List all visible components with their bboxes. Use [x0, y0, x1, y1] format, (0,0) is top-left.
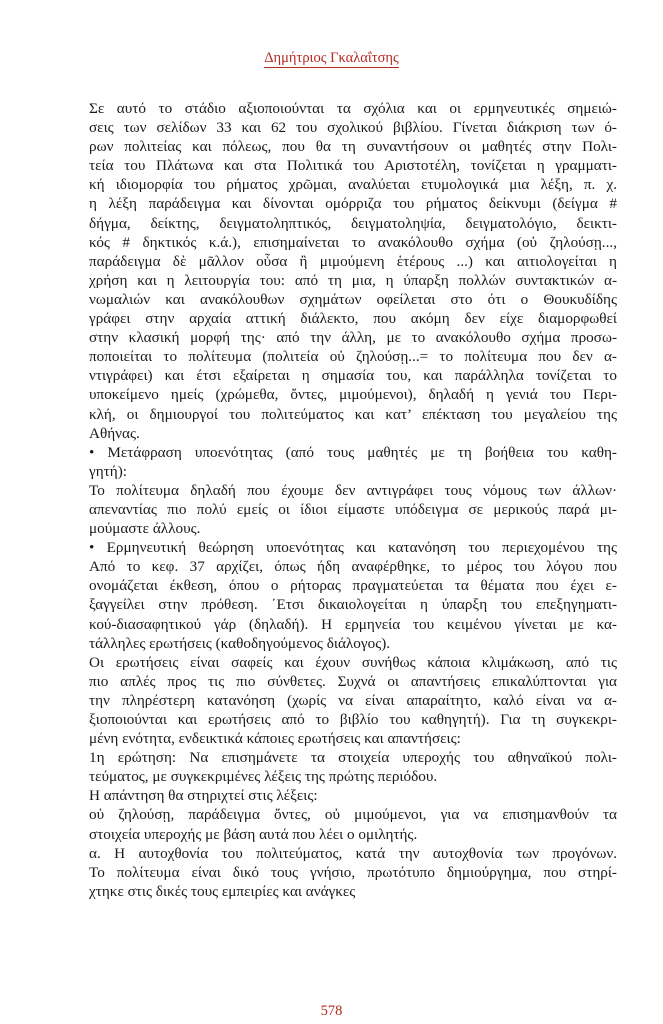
text-line: γητή):: [89, 462, 127, 480]
text-line: ντιγράφει) και έτσι εξαίρεται η σημασία του, και παράλληλα τονίζεται το: [89, 367, 617, 385]
text-line: παράδειγμα δὲ μᾶλλον οὖσα ἢ μιμούμενη ἑτέρους ...) και αιτιολογείται η: [89, 252, 617, 270]
text-line: στοιχεία υπεροχής με βάση αυτά που λέει ο ομιλητής.: [89, 825, 418, 843]
text-line: κός # δηκτικός κ.ά.), επισημαίνεται το ανακόλουθο σχήμα (οὐ ζηλούσῃ...,: [89, 233, 617, 251]
text-line: μούμαστε άλλους.: [89, 520, 201, 538]
text-line: σεις των σελίδων 33 και 62 του σχολικού βιβλίου. Γίνεται διάκριση των ό-: [89, 119, 617, 137]
header-author: Δημήτριος Γκαλαΐτσης: [264, 50, 399, 66]
page-body: [89, 99, 617, 901]
text-line: τεία του Πλάτωνα και στα Πολιτικά του Αριστοτέλη, τονίζεται η γραμματι-: [89, 157, 617, 175]
text-line: γράφει στην αρχαία αττική διάλεκτο, που ακόμη δεν είχε διαμορφωθεί: [89, 310, 617, 328]
text-line: Οι ερωτήσεις είναι σαφείς και έχουν συνήθως κάποια κλιμάκωση, από τις: [89, 653, 617, 671]
text-line: μένη ενότητα, ενδεικτικά κάποιες ερωτήσεις και απαντήσεις:: [89, 730, 461, 748]
text-line: Αθήνας.: [89, 424, 140, 442]
text-line: οὐ ζηλούσῃ, παράδειγμα ὄντες, οὐ μιμούμενοι, για να επισημανθούν τα: [89, 806, 617, 824]
text-line: Το πολίτευμα δηλαδή που έχουμε δεν αντιγράφει τους νόμους των άλλων·: [89, 481, 617, 499]
text-line: απεναντίας πιο πολύ εμείς οι ίδιοι είμαστε υπόδειγμα σε μερικούς παρά μι-: [89, 500, 617, 518]
text-line: Σε αυτό το στάδιο αξιοποιούνται τα σχόλια και οι ερμηνευτικές σημειώ-: [89, 100, 617, 117]
text-line: νωμαλιών και ανακόλουθων σχημάτων οφείλεται στο ότι ο Θουκυδίδης: [89, 290, 617, 308]
text-line: κού-διασαφητικού γάρ (δηλαδή). Η ερμηνεία του κειμένου γίνεται με κα-: [89, 615, 617, 633]
text-line: δήγμα, δείκτης, δειγματοληπτικός, δειγματοληψία, δειγματολόγιο, δεικτι-: [89, 214, 617, 232]
text-line: κή ιδιομορφία του ρήματος χρῶμαι, αναλύεται ετυμολογικά μια λέξη, π. χ.: [89, 176, 617, 194]
text-line: τάλληλες ερωτήσεις (καθοδηγούμενος διάλογος).: [89, 634, 391, 652]
page-number: 578: [320, 1003, 343, 1019]
text-line: α. Η αυτοχθονία του πολιτεύματος, κατά την αυτοχθονία των προγόνων.: [89, 844, 617, 862]
text-line: ονομάζεται έκθεση, όπου ο ρήτορας πραγματεύεται τα θέματα που έχει ε-: [89, 577, 617, 595]
text-line: κλή, οι δημιουργοί του πολιτεύματος και κατ’ επέκταση του μεγαλείου της: [89, 405, 617, 423]
text-line: ξιοποιούνται και ερωτήσεις από το βιβλίο του καθηγητή). Για τη συγκεκρι-: [89, 711, 617, 728]
text-line: ποποιείται το πολίτευμα (πολιτεία οὐ ζηλούσῃ...= το πολίτευμα που δεν α-: [89, 348, 617, 366]
text-line: ξαγγείλει στην πρόθεση. ΄Ετσι δικαιολογείται η ύπαρξη του επεξηγηματι-: [89, 596, 617, 614]
text-line: χτηκε στις δικές τους εμπειρίες και ανάγκες: [89, 882, 356, 900]
text-line: Το πολίτευμα είναι δικό τους γνήσιο, πρωτότυπο δημιούργημα, που στηρί-: [89, 863, 617, 881]
running-header: [0, 50, 663, 67]
text-line: τεύματος, με συγκεκριμένες λέξεις της πρώτης περιόδου.: [89, 768, 438, 786]
text-line: υποκείμενο ημείς (χρώμεθα, ὄντες, μιμούμενοι), δηλαδή η γενιά του Περι-: [89, 386, 617, 404]
text-line: • Μετάφραση υποενότητας (από τους μαθητές με τη βοήθεια του καθη-: [89, 443, 617, 461]
text-line: 1η ερώτηση: Να επισημάνετε τα στοιχεία υπεροχής του αθηναϊκού πολι-: [89, 749, 617, 767]
text-line: χρήση και η λειτουργία του: από τη μια, η ύπαρξη πολλών συντακτικών α-: [89, 271, 617, 289]
text-line: ρων πολιτείας και πόλεως, που θα τη συναντήσουν οι μαθητές στην Πολι-: [89, 138, 617, 156]
text-line: την πληρέστερη κατανόηση (χωρίς να είναι απαραίτητο, καλό είναι να α-: [89, 691, 617, 709]
text-line: Η απάντηση θα στηριχτεί στις λέξεις:: [89, 787, 318, 805]
text-line: στην κλασική μορφή της· από την άλλη, με το ανακόλουθο σχήμα προσω-: [89, 329, 617, 347]
text-line: Από το κεφ. 37 αρχίζει, όπως ήδη αναφέρθηκε, το μέρος του λόγου που: [89, 558, 617, 576]
text-line: πιο απλές προς τις πιο σύνθετες. Συχνά οι απαντήσεις επικαλύπτονται για: [89, 672, 617, 690]
text-line: η λέξη παράδειγμα και δίνονται ομόρριζα του ρήματος δείκνυμι (δείγμα #: [89, 195, 617, 213]
text-line: • Ερμηνευτική θεώρηση υποενότητας και κατανόηση του περιεχομένου της: [89, 539, 617, 557]
